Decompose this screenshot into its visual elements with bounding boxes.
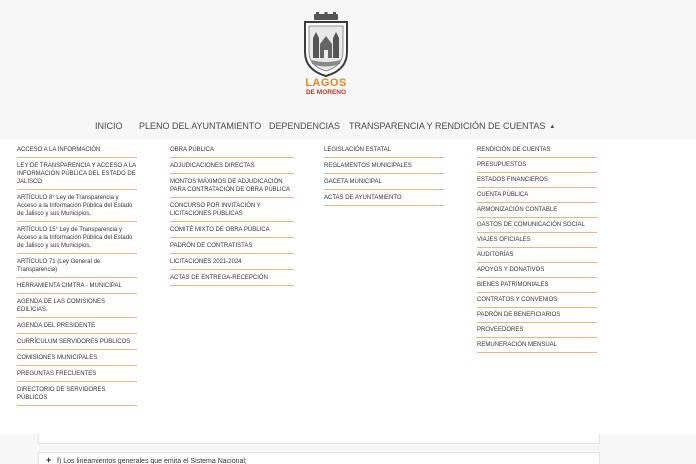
menu-link[interactable]: ESTADOS FINANCIEROS <box>477 174 597 188</box>
menu-link[interactable]: OBRA PÚBLICA <box>170 144 294 158</box>
menu-column-3 <box>324 144 444 208</box>
menu-link[interactable]: ADJUDICACIONES DIRECTAS <box>170 160 294 174</box>
menu-link[interactable]: CONTRATOS Y CONVENIOS <box>477 294 597 308</box>
menu-link[interactable]: AUDITORÍAS <box>477 249 597 263</box>
content-panel <box>38 434 600 444</box>
plus-icon[interactable]: + <box>46 455 52 464</box>
nav-item-pleno[interactable]: PLENO DEL AYUNTAMIENTO <box>139 121 262 131</box>
accordion-item[interactable] <box>38 452 600 464</box>
menu-link[interactable]: ACTAS DE AYUNTAMIENTO <box>324 192 444 206</box>
menu-link[interactable]: REGLAMENTOS MUNICIPALES <box>324 160 444 174</box>
menu-link[interactable]: RENDICIÓN DE CUENTAS <box>477 144 597 158</box>
menu-link[interactable]: APOYOS Y DONATIVOS <box>477 264 597 278</box>
brand-line-2: DE MORENO <box>305 89 347 96</box>
menu-link[interactable]: COMITÉ MIXTO DE OBRA PÚBLICA <box>170 224 294 238</box>
site-logo[interactable] <box>296 12 356 104</box>
menu-link[interactable]: LEY DE TRANSPARENCIA Y ACCESO A LA INFORMACIÓN PÚBLICA DEL ESTADO DE JALISCO <box>17 160 137 190</box>
menu-link[interactable]: COMISIONES MUNICIPALES <box>17 352 137 366</box>
menu-link[interactable]: REMUNERACIÓN MENSUAL <box>477 339 597 353</box>
menu-link[interactable]: ARMONIZACIÓN CONTABLE <box>477 204 597 218</box>
menu-link[interactable]: LEGISLACIÓN ESTATAL <box>324 144 444 158</box>
menu-link[interactable]: CUENTA PÚBLICA <box>477 189 597 203</box>
menu-link[interactable]: CONCURSO POR INVITACIÓN Y LICITACIONES PÚBLICAS <box>170 200 294 222</box>
menu-link[interactable]: GACETA MUNICIPAL <box>324 176 444 190</box>
mega-menu <box>0 139 696 434</box>
menu-column-4 <box>477 144 597 354</box>
nav-item-transparencia[interactable] <box>349 120 555 134</box>
menu-link[interactable]: ACCESO A LA INFORMACIÓN <box>17 144 137 158</box>
nav-item-transparencia-label: TRANSPARENCIA Y RENDICIÓN DE CUENTAS <box>349 121 546 131</box>
menu-link[interactable]: CURRÍCULUM SERVIDORES PÚBLICOS <box>17 336 137 350</box>
menu-link[interactable]: PADRÓN DE BENEFICIARIOS <box>477 309 597 323</box>
menu-link[interactable]: HERRAMIENTA CIMTRA - MUNICIPAL <box>17 280 137 294</box>
menu-link[interactable]: LICITACIONES 2021-2024 <box>170 256 294 270</box>
caret-up-icon: ▲ <box>549 124 556 130</box>
menu-link[interactable]: GASTOS DE COMUNICACIÓN SOCIAL <box>477 219 597 233</box>
menu-link[interactable]: PREGUNTAS FRECUENTES <box>17 368 137 382</box>
menu-column-2 <box>170 144 294 288</box>
nav-item-inicio[interactable]: INICIO <box>95 121 123 131</box>
accordion-label[interactable]: f) Los lineamientos generales que emita el Sistema Nacional; <box>57 458 247 464</box>
main-nav <box>0 120 696 134</box>
menu-link[interactable]: PROVEEDORES <box>477 324 597 338</box>
menu-link[interactable]: MONTOS MÁXIMOS DE ADJUDICACIÓN PARA CONTRATACIÓN DE OBRA PÚBLICA <box>170 176 294 198</box>
menu-link[interactable]: ACTAS DE ENTREGA-RECEPCIÓN <box>170 272 294 286</box>
menu-link[interactable]: PADRÓN DE CONTRATISTAS <box>170 240 294 254</box>
menu-link[interactable]: VIAJES OFICIALES <box>477 234 597 248</box>
nav-item-dependencias[interactable]: DEPENDENCIAS <box>269 121 341 131</box>
menu-link[interactable]: ARTÍCULO 15° Ley de Transparencia y Acceso a la Información Pública del Estado de Jalisco y sus Municipios. <box>17 224 137 254</box>
menu-link[interactable]: AGENDA DE LAS COMISIONES EDILICIAS. <box>17 296 137 318</box>
brand-line-1: LAGOS <box>305 77 347 89</box>
menu-link[interactable]: ARTÍCULO 71 (Ley General de Transparencia) <box>17 256 137 278</box>
brand-text <box>296 78 356 96</box>
menu-link[interactable]: PRESUPUESTOS <box>477 159 597 173</box>
menu-link[interactable]: BIENES PATRIMONIALES <box>477 279 597 293</box>
menu-link[interactable]: DIRECTORIO DE SERVIDORES PÚBLICOS <box>17 384 137 406</box>
coat-of-arms-icon <box>296 12 356 78</box>
menu-link[interactable]: ARTÍCULO 8° Ley de Transparencia y Acceso a la Información Pública del Estado de Jalisco y sus Municipios. <box>17 192 137 222</box>
menu-column-1 <box>17 144 137 408</box>
menu-link[interactable]: AGENDA DEL PRESIDENTE <box>17 320 137 334</box>
